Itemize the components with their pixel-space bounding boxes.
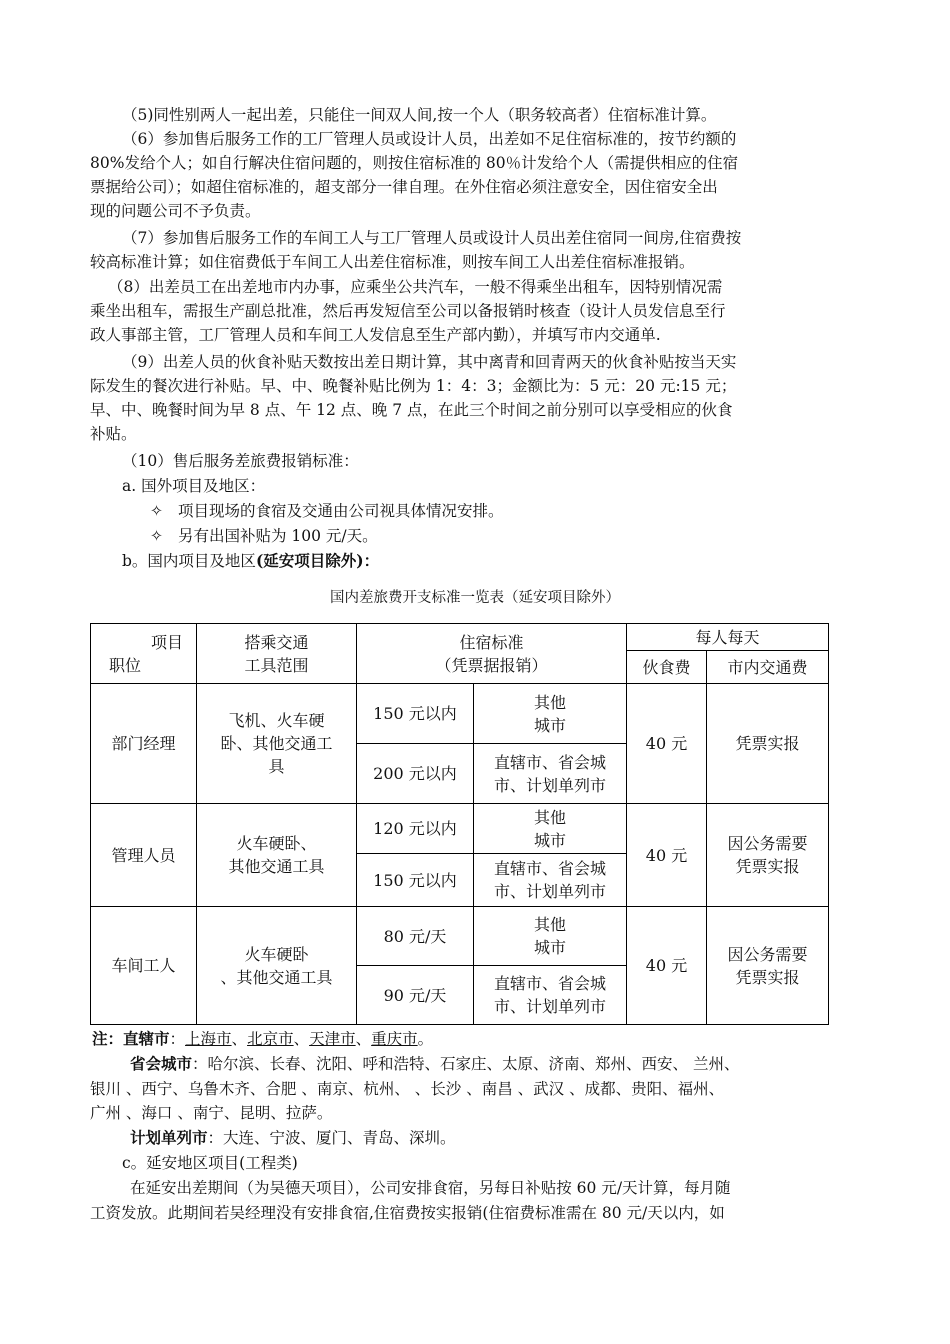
paragraph-6-line1: （6）参加售后服务工作的工厂管理人员或设计人员，出差如不足住宿标准的，按节约额的 bbox=[122, 130, 737, 148]
cell-position: 管理人员 bbox=[91, 804, 197, 907]
paragraph-9-line2: 际发生的餐次进行补贴。早、中、晚餐补贴比例为 1：4：3；金额比为：5 元：20 元:15 元； bbox=[90, 377, 737, 395]
cell-position: 部门经理 bbox=[91, 684, 197, 804]
paragraph-5: （5)同性别两人一起出差，只能住一间双人间,按一个人（职务较高者）住宿标准计算。 bbox=[122, 106, 717, 124]
cell-meal: 40 元 bbox=[627, 907, 707, 1025]
travel-standard-table bbox=[90, 623, 829, 1025]
cell-city: 直辖市、省会城 市、计划单列市 bbox=[474, 854, 627, 907]
header-meal: 伙食费 bbox=[627, 651, 707, 684]
note-capitals-line2: 银川 、西宁、乌鲁木齐、合肥 、南京、杭州、 、长沙 、南昌 、武汉 、成都、贵阳、福州、 bbox=[90, 1080, 725, 1098]
table-caption: 国内差旅费开支标准一览表（延安项目除外） bbox=[330, 590, 620, 606]
section-a-title: a. 国外项目及地区： bbox=[122, 477, 266, 495]
table-row bbox=[91, 907, 829, 966]
cell-city: 直辖市、省会城 市、计划单列市 bbox=[474, 966, 627, 1025]
note-capitals-line3: 广州 、海口 、南宁、昆明、拉萨。 bbox=[90, 1104, 333, 1122]
bullet-item-2 bbox=[150, 524, 378, 548]
paragraph-9-line1: （9）出差人员的伙食补贴天数按出差日期计算，其中离青和回青两天的伙食补贴按当天实 bbox=[122, 353, 737, 371]
diamond-bullet-icon: ✧ bbox=[150, 527, 163, 545]
capitals-label: 省会城市 bbox=[130, 1054, 193, 1073]
cell-local-transport: 凭票实报 bbox=[707, 684, 829, 804]
cell-lodging: 120 元以内 bbox=[357, 804, 474, 854]
cell-city: 其他 城市 bbox=[474, 907, 627, 966]
section-c-line2: 工资发放。此期间若吴经理没有安排食宿,住宿费按实报销(住宿费标准需在 80 元/天以内，如 bbox=[90, 1204, 725, 1222]
municipality-chongqing: 重庆市 bbox=[371, 1030, 418, 1048]
section-b-title: b。国内项目及地区(延安项目除外)： bbox=[122, 551, 380, 570]
table-header-row-1 bbox=[91, 624, 829, 651]
cell-lodging: 80 元/天 bbox=[357, 907, 474, 966]
paragraph-9-line3: 早、中、晚餐时间为早 8 点、午 12 点、晚 7 点，在此三个时间之前分别可以享受相应的伙食 bbox=[90, 401, 733, 419]
municipality-beijing: 北京市 bbox=[247, 1030, 294, 1048]
section-c-line1: 在延安出差期间（为吴德天项目），公司安排食宿，另每日补贴按 60 元/天计算，每月随 bbox=[130, 1179, 731, 1197]
section-b-emphasis: (延安项目除外)： bbox=[255, 551, 380, 570]
municipality-tianjin: 天津市 bbox=[309, 1030, 356, 1048]
header-local-transport: 市内交通费 bbox=[707, 651, 829, 684]
planned-label: 计划单列市 bbox=[130, 1128, 208, 1147]
paragraph-7-line2: 较高标准计算；如住宿费低于车间工人出差住宿标准，则按车间工人出差住宿标准报销。 bbox=[90, 253, 695, 271]
note-capitals-line1: 省会城市：哈尔滨、长春、沈阳、呼和浩特、石家庄、太原、济南、郑州、西安、 兰州、 bbox=[130, 1054, 740, 1073]
section-c-title: c。延安地区项目(工程类) bbox=[122, 1154, 298, 1172]
diamond-bullet-icon: ✧ bbox=[150, 502, 163, 520]
cell-lodging: 200 元以内 bbox=[357, 744, 474, 804]
municipality-shanghai: 上海市 bbox=[185, 1030, 232, 1048]
paragraph-7-line1: （7）参加售后服务工作的车间工人与工厂管理人员或设计人员出差住宿同一间房,住宿费按 bbox=[122, 229, 742, 247]
bullet-item-1 bbox=[150, 499, 503, 523]
cell-city: 直辖市、省会城 市、计划单列市 bbox=[474, 744, 627, 804]
cell-city: 其他 城市 bbox=[474, 684, 627, 744]
note-planned-cities: 计划单列市：大连、宁波、厦门、青岛、深圳。 bbox=[130, 1128, 456, 1147]
note-municipalities: 注：直辖市：上海市、北京市、天津市、重庆市。 bbox=[92, 1029, 434, 1048]
paragraph-6-line2: 80%发给个人；如自行解决住宿问题的，则按住宿标准的 80％计发给个人（需提供相应的住宿 bbox=[90, 154, 739, 172]
note-label: 注：直辖市 bbox=[92, 1029, 170, 1048]
table-row bbox=[91, 804, 829, 854]
cell-transport: 火车硬卧 、其他交通工具 bbox=[197, 907, 357, 1025]
cell-lodging: 150 元以内 bbox=[357, 684, 474, 744]
paragraph-8-line1: （8）出差员工在出差地市内办事，应乘坐公共汽车，一般不得乘坐出租车，因特别情况需 bbox=[108, 278, 723, 296]
paragraph-8-line3: 政人事部主管，工厂管理人员和车间工人发信息至生产部内勤），并填写市内交通单. bbox=[90, 326, 661, 344]
cell-meal: 40 元 bbox=[627, 804, 707, 907]
cell-transport: 飞机、火车硬 卧、其他交通工 具 bbox=[197, 684, 357, 804]
cell-position: 车间工人 bbox=[91, 907, 197, 1025]
cell-meal: 40 元 bbox=[627, 684, 707, 804]
cell-lodging: 90 元/天 bbox=[357, 966, 474, 1025]
header-item-position: 项目 职位 bbox=[91, 624, 197, 684]
bullet-text: 项目现场的食宿及交通由公司视具体情况安排。 bbox=[177, 502, 504, 520]
cell-lodging: 150 元以内 bbox=[357, 854, 474, 907]
paragraph-6-line4: 现的问题公司不予负责。 bbox=[90, 202, 261, 220]
paragraph-6-line3: 票据给公司）；如超住宿标准的，超支部分一律自理。在外住宿必须注意安全，因住宿安全出 bbox=[90, 178, 718, 196]
cell-local-transport: 因公务需要 凭票实报 bbox=[707, 804, 829, 907]
table-row bbox=[91, 684, 829, 744]
header-lodging: 住宿标准 （凭票据报销） bbox=[357, 624, 627, 684]
cell-city: 其他 城市 bbox=[474, 804, 627, 854]
cell-local-transport: 因公务需要 凭票实报 bbox=[707, 907, 829, 1025]
paragraph-10-title: （10）售后服务差旅费报销标准： bbox=[122, 452, 359, 470]
header-per-day: 每人每天 bbox=[627, 624, 829, 651]
bullet-text: 另有出国补贴为 100 元/天。 bbox=[177, 527, 378, 545]
cell-transport: 火车硬卧、 其他交通工具 bbox=[197, 804, 357, 907]
header-transport: 搭乘交通 工具范围 bbox=[197, 624, 357, 684]
paragraph-9-line4: 补贴。 bbox=[90, 425, 137, 443]
paragraph-8-line2: 乘坐出租车，需报生产副总批准，然后再发短信至公司以备报销时核查（设计人员发信息至行 bbox=[90, 302, 726, 320]
